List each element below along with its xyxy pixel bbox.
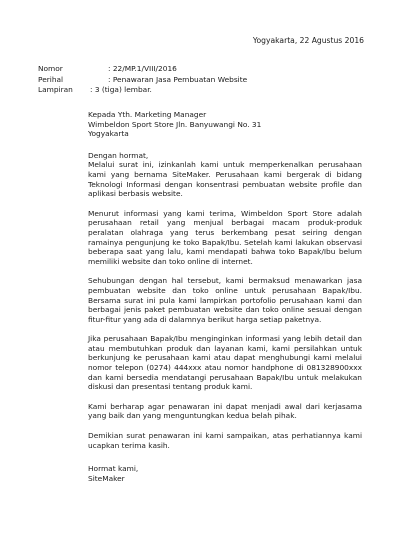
meta-label: Nomor [38, 64, 63, 73]
signature-name: SiteMaker [88, 473, 125, 483]
letter-body [88, 110, 362, 483]
closing-salutation: Hormat kami, [88, 464, 139, 474]
meta-value: : Penawaran Jasa Pembuatan Website [108, 74, 248, 84]
recipient-line: Kepada Yth. Marketing Manager [88, 110, 207, 119]
paragraph-intro: Melalui surat ini, izinkanlah kami untuk memperkenalkan perusahaan kami yang bernama SiteMaker. Perusahaan kami bergerak di bidang Teknologi Informasi dengan konsentrasi pembuatan website profile dan aplikasi berbasis website. [88, 160, 362, 199]
meta-value: : 3 (tiga) lembar. [90, 85, 152, 94]
paragraph-thanks: Demikian surat penawaran ini kami sampaikan, atas perhatiannya kami ucapkan terima kasih. [88, 431, 362, 450]
paragraph-offer: Sehubungan dengan hal tersebut, kami bermaksud menawarkan jasa pembuatan website dan toko online untuk perusahaan Bapak/Ibu. Bersama surat ini pula kami lampirkan portofolio perusahaan kami dan berbagai jenis paket pembuatan website dan toko online sesuai dengan fitur-fitur yang ada di dalamnya berikut harga setiap paketnya. [88, 276, 362, 324]
closing-block [88, 464, 362, 483]
letter-date: Yogyakarta, 22 Agustus 2016 [252, 36, 364, 45]
greeting: Dengan hormat, [88, 150, 149, 160]
recipient-line: Wimbeldon Sport Store Jln. Banyuwangi No. 31 [88, 119, 262, 129]
meta-label: Perihal [38, 74, 64, 84]
paragraph-observation: Menurut informasi yang kami terima, Wimbeldon Sport Store adalah perusahaan retail yang menjual berbagai macam produk-produk peralatan olahraga yang terus berkembang pesat seiring dengan ramainya pengunjung ke toko Bapak/Ibu. Setelah kami lakukan observasi beberapa saat yang lalu, kami mendapati bahwa toko Bapak/Ibu belum memiliki website dan toko online di internet. [88, 208, 362, 266]
paragraph-hope: Kami berharap agar penawaran ini dapat menjadi awal dari kerjasama yang baik dan yang menguntungkan kedua belah pihak. [88, 401, 362, 421]
meta-label: Lampiran [38, 85, 73, 94]
recipient-block [88, 110, 362, 139]
recipient-line: Yogyakarta [88, 129, 129, 139]
meta-value: : 22/MP.1/VIII/2016 [108, 64, 177, 73]
paragraph-contact: Jika perusahaan Bapak/Ibu menginginkan informasi yang lebih detail dan atau membutuhkan produk dan layanan kami, kami persilahkan untuk berkunjung ke perusahaan kami atau dapat menghubungi kami melalui nomor telepon (0274) 444xxx atau nomor handphone di 081328900xxx dan kami bersedia mendatangi perusahaan Bapak/Ibu untuk melakukan diskusi dan presentasi tentang produk kami. [88, 334, 362, 392]
